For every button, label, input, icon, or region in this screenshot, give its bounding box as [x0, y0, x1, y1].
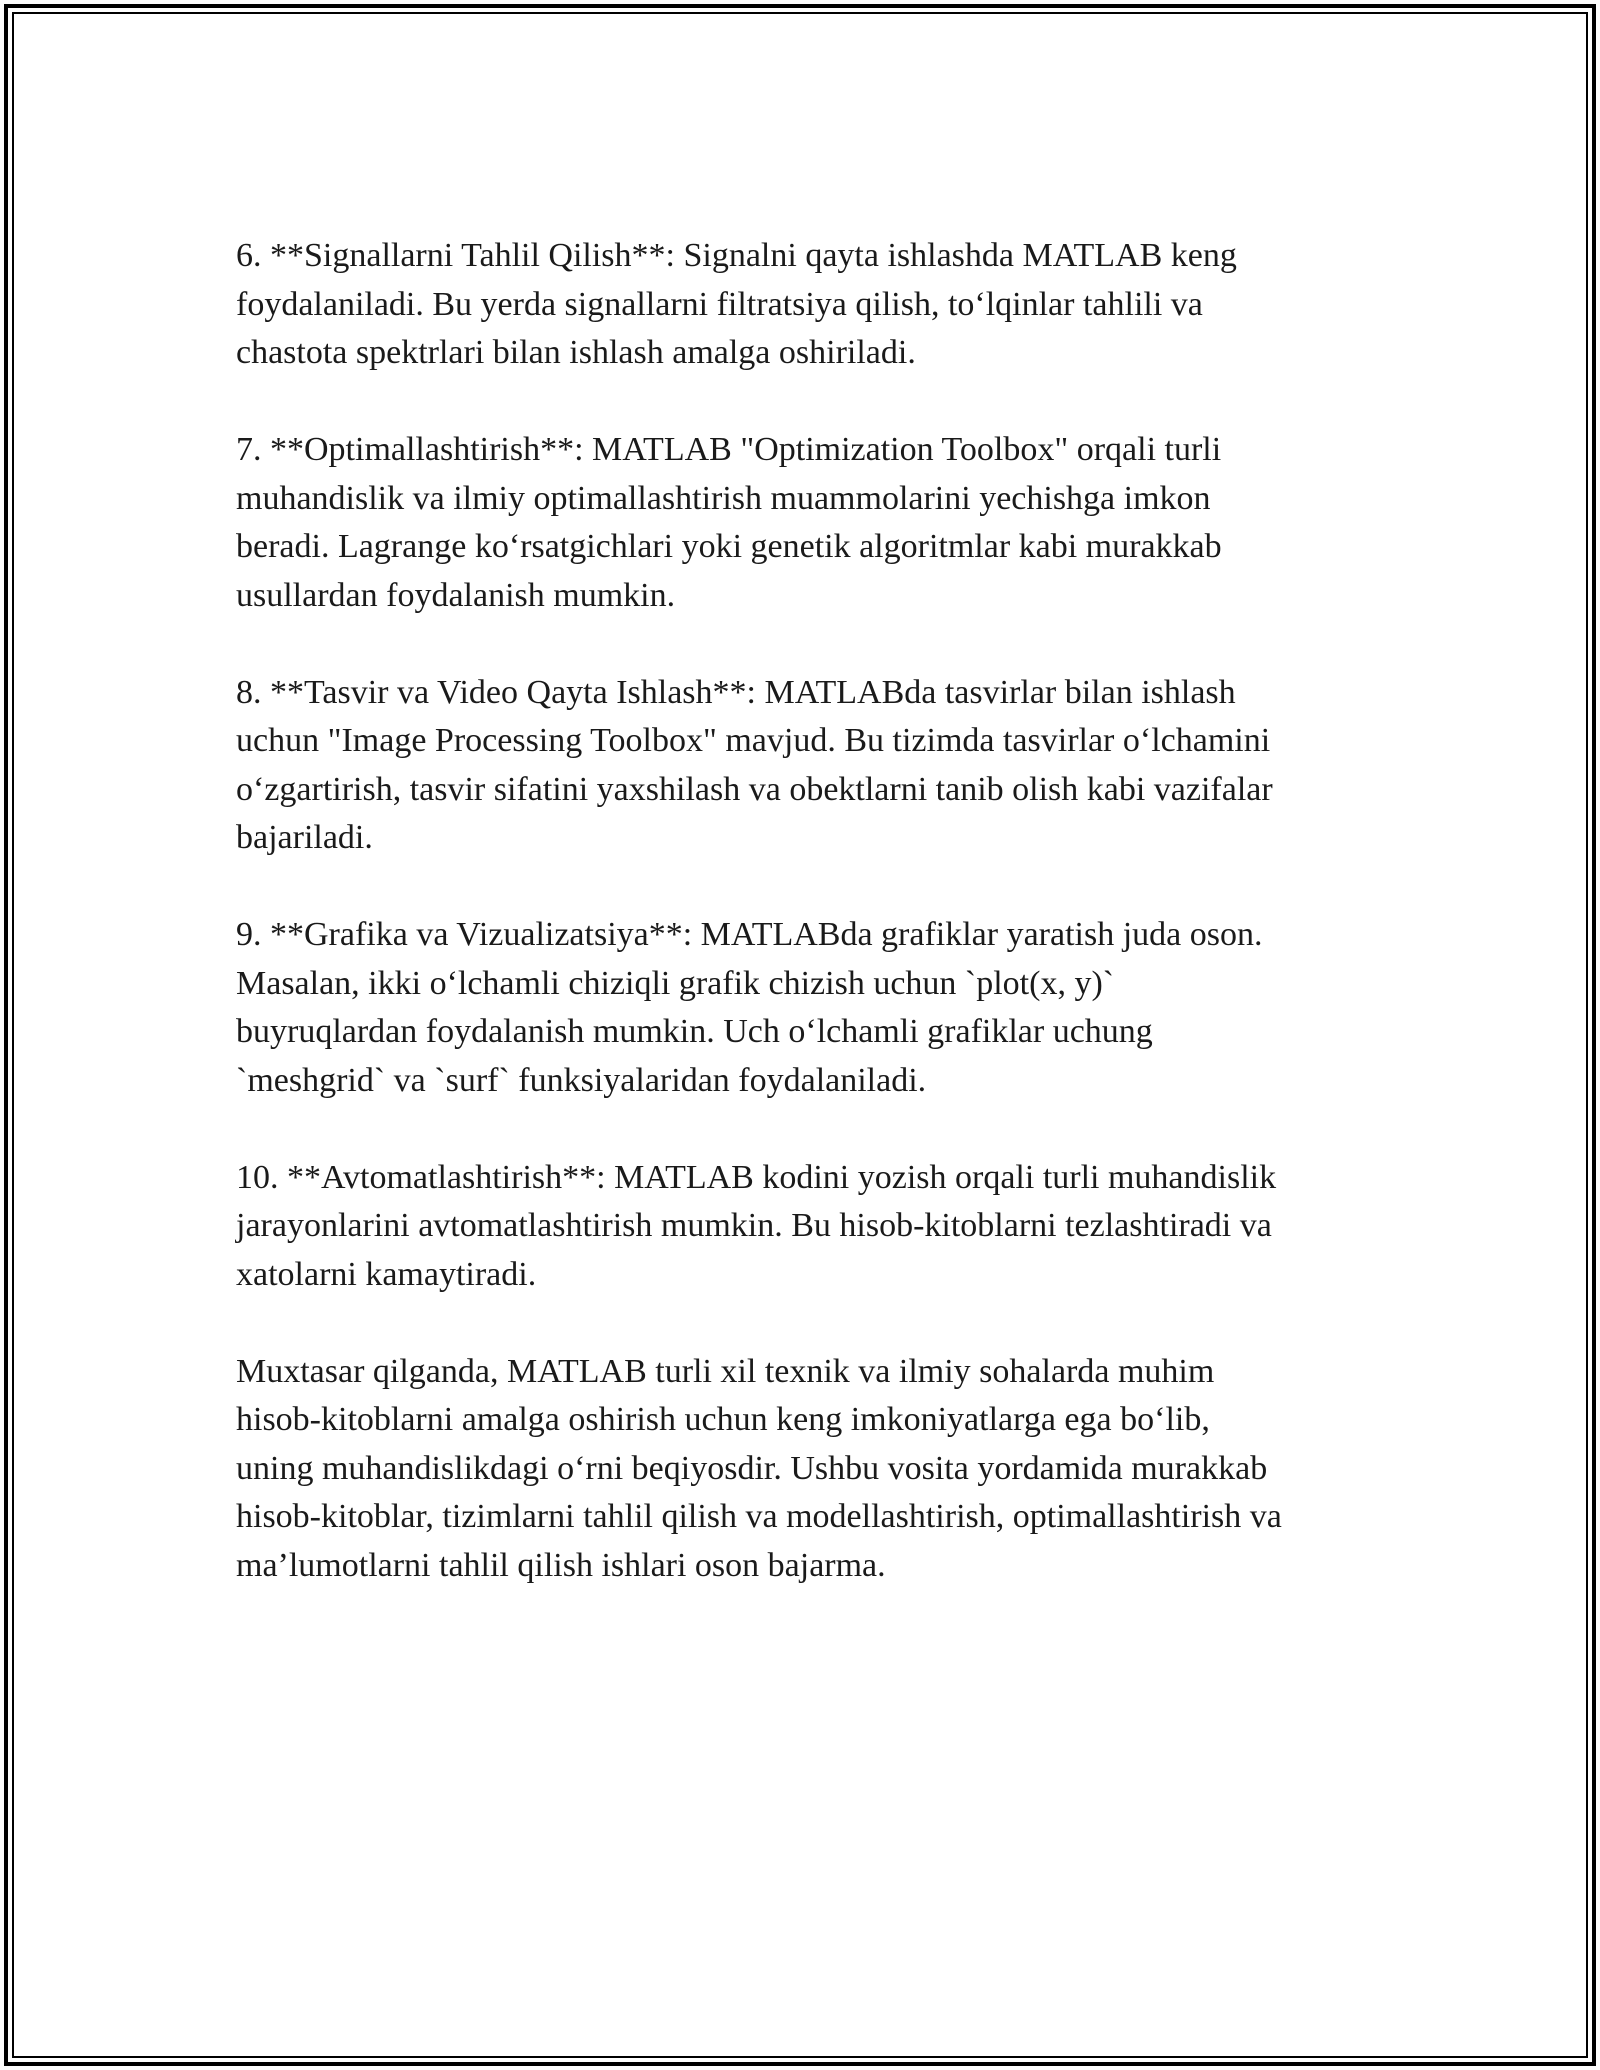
- paragraph-optimization: 7. **Optimallashtirish**: MATLAB "Optimization Toolbox" orqali turli muhandislik va ilmiy optimallashtirish muammolarini yechishga imkon beradi. Lagrange ko‘rsatgichlari yoki genetik algoritmlar kabi murakkab usullardan foydalanish mumkin.: [236, 431, 1222, 614]
- document-body: [236, 232, 1386, 1590]
- paragraph-automation: 10. **Avtomatlashtirish**: MATLAB kodini yozish orqali turli muhandislik jarayonlarini avtomatlashtirish mumkin. Bu hisob-kitoblarni tezlashtiradi va xatolarni kamaytiradi.: [236, 1158, 1277, 1293]
- paragraph-signal-analysis: 6. **Signallarni Tahlil Qilish**: Signalni qayta ishlashda MATLAB keng foydalaniladi. Bu yerda signallarni filtratsiya qilish, to‘lqinlar tahlili va chastota spektrlari bilan ishlash amalga oshiriladi.: [236, 237, 1237, 371]
- paragraph-image-video-processing: 8. **Tasvir va Video Qayta Ishlash**: MATLABda tasvirlar bilan ishlash uchun "Image Processing Toolbox" mavjud. Bu tizimda tasvirlar o‘lchamini o‘zgartirish, tasvir sifatini yaxshilash va obektlarni tanib olish kabi vazifalar bajariladi.: [236, 673, 1273, 856]
- paragraph-conclusion: Muxtasar qilganda, MATLAB turli xil texnik va ilmiy sohalarda muhim hisob-kitoblarni amalga oshirish uchun keng imkoniyatlarga ega bo‘lib, uning muhandislikdagi o‘rni beqiyosdir. Ushbu vosita yordamida murakkab hisob-kitoblar, tizimlarni tahlil qilish va modellashtirish, optimallashtirish va ma’lumotlarni tahlil qilish ishlari oson bajarma.: [236, 1352, 1282, 1584]
- paragraph-graphics-visualization: 9. **Grafika va Vizualizatsiya**: MATLABda grafiklar yaratish juda oson. Masalan, ikki o‘lchamli chiziqli grafik chizish uchun `plot(x, y)` buyruqlardan foydalanish mumkin. Uch o‘lchamli grafiklar uchung `meshgrid` va `surf` funksiyalaridan foydalaniladi.: [236, 916, 1263, 1099]
